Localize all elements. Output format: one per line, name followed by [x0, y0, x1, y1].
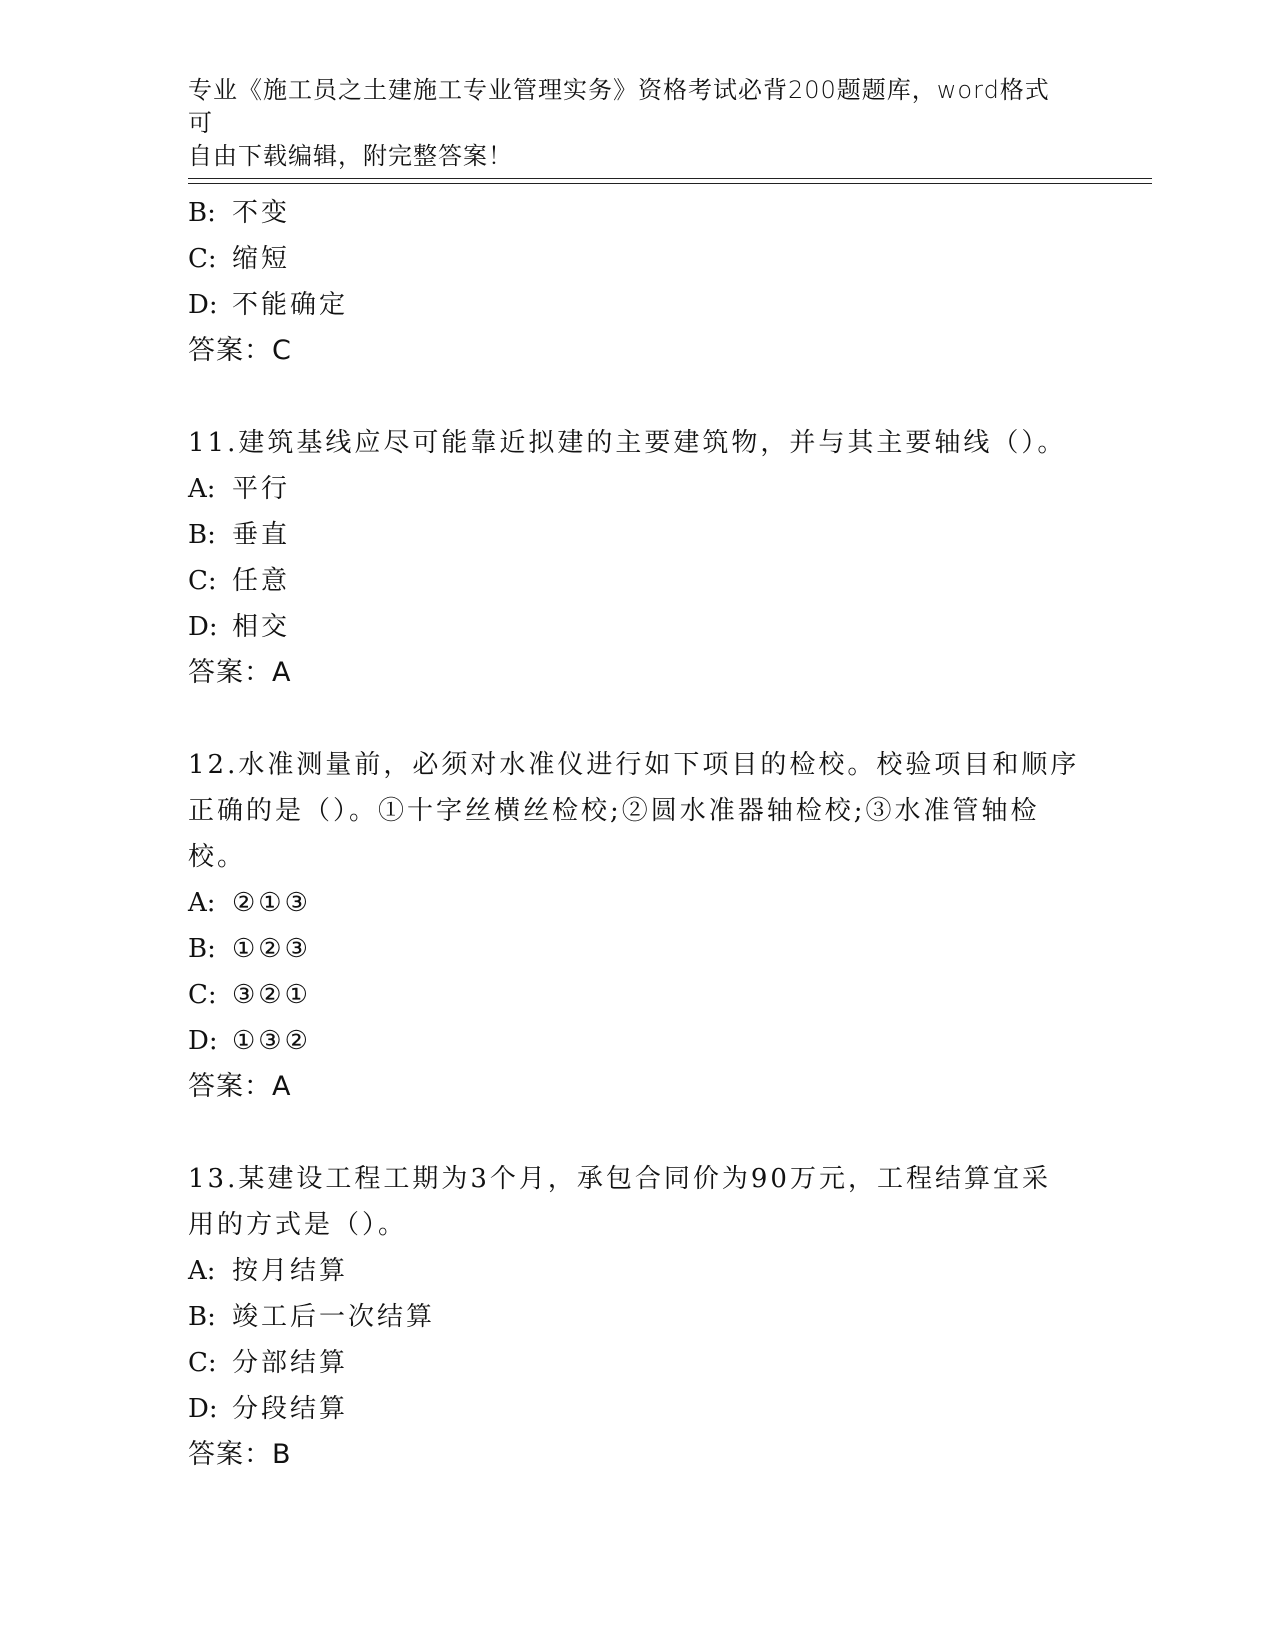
option-text: 分段结算 — [232, 1394, 349, 1424]
option-letter: B: — [188, 520, 216, 550]
question-13-block — [188, 1156, 1088, 1478]
header-divider-bottom — [188, 183, 1152, 184]
spacer — [188, 1110, 1088, 1156]
option-text: 按月结算 — [232, 1256, 349, 1286]
option-a — [188, 880, 1088, 926]
option-text: 垂直 — [232, 520, 291, 550]
question-text-line-2: 正确的是（）。①十字丝横丝检校;②圆水准器轴检校;③水准管轴检 — [188, 796, 1040, 826]
answer-line: 答案：C — [188, 335, 292, 366]
option-letter: C: — [188, 566, 217, 596]
option-letter: D: — [188, 1026, 218, 1056]
header-divider-top — [188, 178, 1152, 179]
option-c — [188, 1340, 1088, 1386]
option-letter: B: — [188, 934, 216, 964]
option-letter: B: — [188, 1302, 216, 1332]
option-letter: C: — [188, 980, 217, 1010]
option-text: 不能确定 — [232, 290, 349, 320]
option-text: 任意 — [232, 566, 291, 596]
option-c — [188, 972, 1088, 1018]
question-content — [188, 190, 1088, 1478]
question-11-block — [188, 420, 1088, 696]
option-letter: D: — [188, 290, 218, 320]
option-letter: B: — [188, 198, 216, 228]
option-text: 缩短 — [232, 244, 291, 274]
option-letter: A: — [188, 1256, 216, 1286]
option-letter: D: — [188, 612, 218, 642]
option-b — [188, 926, 1088, 972]
option-c — [188, 558, 1088, 604]
option-letter: A: — [188, 888, 216, 918]
option-b — [188, 190, 1088, 236]
question-text-line-1: 13.某建设工程工期为3个月，承包合同价为90万元，工程结算宜采 — [188, 1164, 1051, 1194]
question-text-line-1: 12.水准测量前，必须对水准仪进行如下项目的检校。校验项目和顺序 — [188, 750, 1080, 780]
option-text: ①②③ — [232, 934, 311, 964]
option-text: ③②① — [232, 980, 311, 1010]
option-text: 竣工后一次结算 — [232, 1302, 436, 1332]
option-letter: C: — [188, 1348, 217, 1378]
option-d — [188, 282, 1088, 328]
question-text-line-3: 校。 — [188, 842, 247, 872]
prev-question-block — [188, 190, 1088, 374]
option-letter: D: — [188, 1394, 218, 1424]
question-text-line-2: 用的方式是（）。 — [188, 1210, 408, 1240]
option-b — [188, 512, 1088, 558]
answer-line: 答案：A — [188, 657, 292, 688]
document-header — [188, 74, 1068, 173]
option-letter: A: — [188, 474, 216, 504]
spacer — [188, 696, 1088, 742]
option-text: ①③② — [232, 1026, 311, 1056]
option-a — [188, 1248, 1088, 1294]
question-12-block — [188, 742, 1088, 1110]
header-line-2: 自由下载编辑，附完整答案！ — [188, 142, 513, 170]
option-d — [188, 1018, 1088, 1064]
option-b — [188, 1294, 1088, 1340]
option-letter: C: — [188, 244, 217, 274]
answer-line: 答案：B — [188, 1439, 292, 1470]
option-text: ②①③ — [232, 888, 311, 918]
option-a — [188, 466, 1088, 512]
option-text: 平行 — [232, 474, 291, 504]
option-d — [188, 604, 1088, 650]
option-text: 分部结算 — [232, 1348, 349, 1378]
option-c — [188, 236, 1088, 282]
spacer — [188, 374, 1088, 420]
option-d — [188, 1386, 1088, 1432]
answer-line: 答案：A — [188, 1071, 292, 1102]
option-text: 相交 — [232, 612, 291, 642]
header-line-1: 专业《施工员之土建施工专业管理实务》资格考试必背200题题库，word格式可 — [188, 76, 1050, 137]
option-text: 不变 — [232, 198, 291, 228]
question-text: 11.建筑基线应尽可能靠近拟建的主要建筑物，并与其主要轴线（）。 — [188, 428, 1067, 458]
